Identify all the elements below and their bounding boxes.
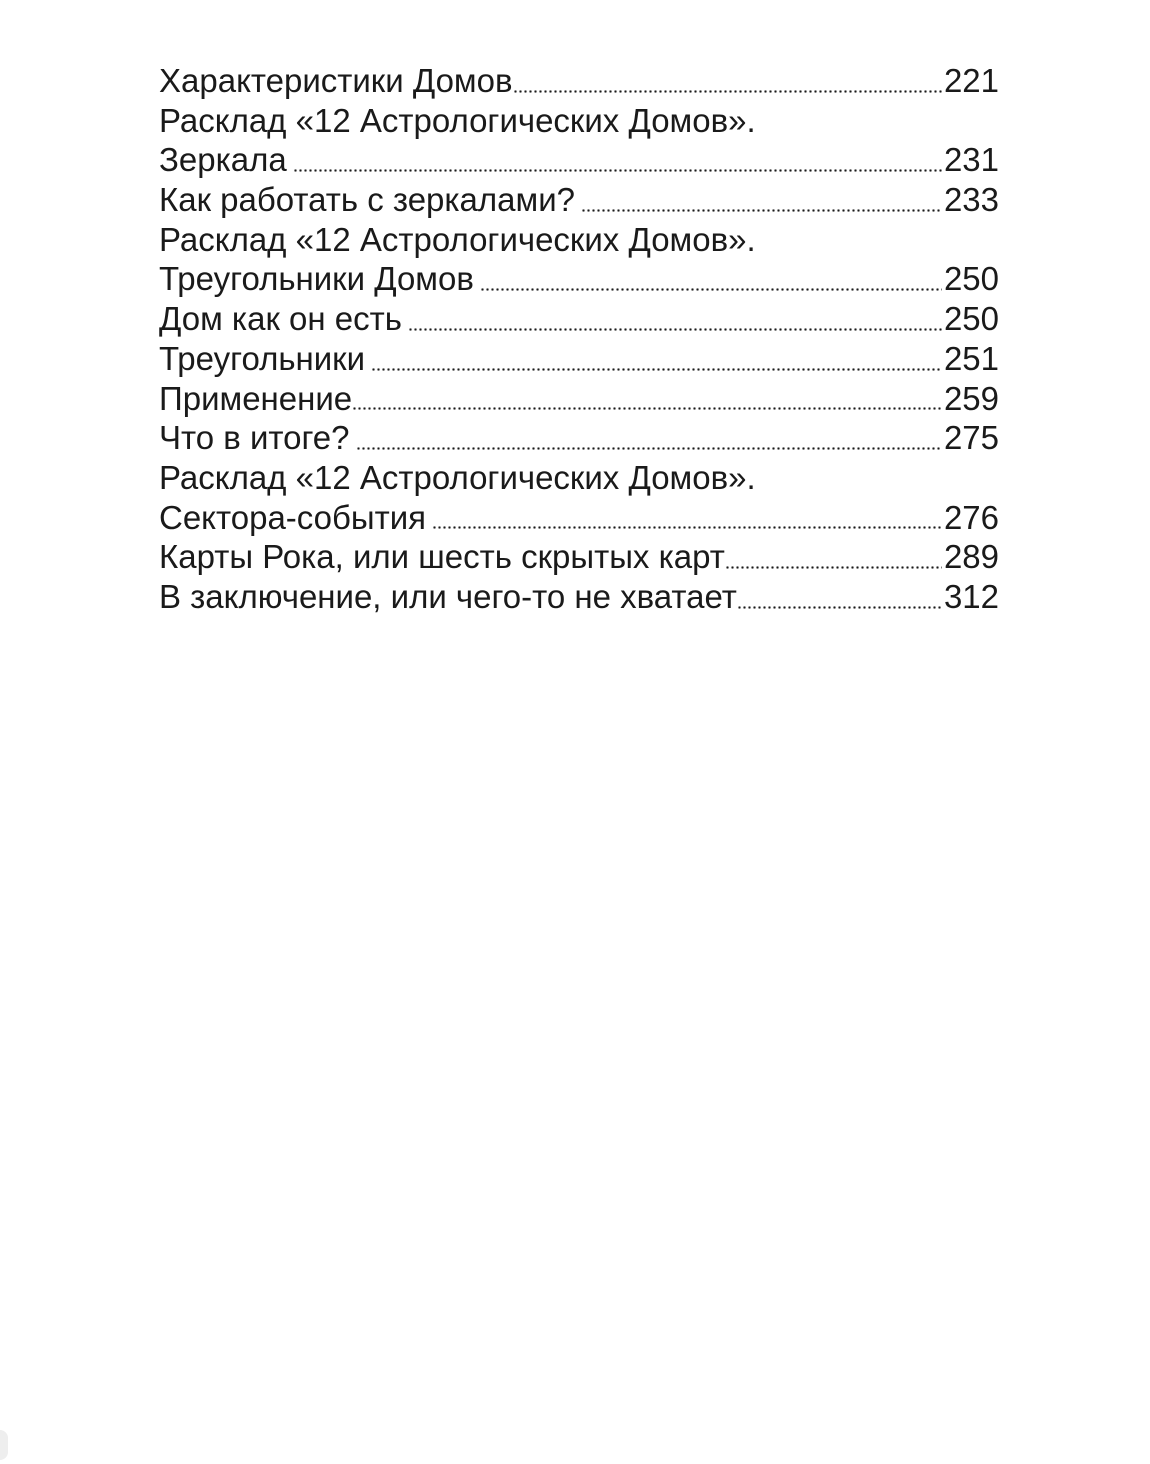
toc-entry-title: Сектора-события (159, 498, 427, 536)
dot-leader (581, 209, 942, 212)
toc-entry-page: 250 (943, 300, 999, 338)
dot-leader (356, 447, 942, 450)
dot-leader (725, 566, 942, 569)
toc-entry[interactable] (159, 498, 999, 538)
toc-entry-page: 250 (943, 260, 999, 298)
dot-leader (371, 368, 942, 371)
toc-entry[interactable] (159, 140, 999, 180)
toc-entry-title: Треугольники Домов (159, 260, 474, 298)
toc-entry-heading (159, 458, 999, 498)
toc-entry[interactable] (159, 339, 999, 379)
toc-entry-title: Характеристики Домов (159, 62, 513, 99)
toc-entry-page: 259 (943, 379, 999, 417)
toc-entry-title: Дом как он есть (159, 300, 402, 338)
dot-leader (737, 606, 942, 609)
toc-entry[interactable] (159, 259, 999, 299)
page-edge-mark (0, 1430, 8, 1460)
dot-leader (352, 407, 942, 410)
toc-entry-page: 231 (943, 141, 999, 179)
toc-entry-title: Зеркала (159, 141, 287, 179)
dot-leader (293, 169, 942, 172)
toc-entry-heading (159, 101, 999, 141)
toc-entry[interactable] (159, 418, 999, 458)
dot-leader (432, 526, 942, 529)
toc-entry-title: Что в итоге? (159, 419, 350, 457)
toc-entry-page: 276 (943, 498, 999, 536)
toc-entry[interactable] (159, 61, 999, 101)
toc-entry-title: Применение (159, 379, 353, 417)
toc-entry-title: Карты Рока, или шесть скрытых карт (159, 538, 725, 576)
toc-entry-page: 312 (943, 577, 999, 615)
toc-entry[interactable] (159, 379, 999, 419)
toc-entry-page: 221 (943, 62, 999, 99)
dot-leader (480, 288, 942, 291)
toc-entry-heading (159, 220, 999, 260)
toc-entry-page: 289 (943, 538, 999, 576)
toc-entry-page: 233 (943, 181, 999, 219)
toc-entry-page: 275 (943, 419, 999, 457)
table-of-contents (159, 61, 999, 617)
toc-entry-title: Расклад «12 Астрологических Домов». (159, 101, 756, 139)
toc-entry-title: Треугольники (159, 339, 366, 377)
toc-entry-page: 251 (943, 339, 999, 377)
toc-entry-title: В заключение, или чего-то не хватает (159, 577, 737, 615)
toc-entry-title: Расклад «12 Астрологических Домов». (159, 220, 756, 258)
toc-entry[interactable] (159, 577, 999, 617)
toc-entry[interactable] (159, 180, 999, 220)
toc-entry-title: Расклад «12 Астрологических Домов». (159, 458, 756, 496)
toc-entry[interactable] (159, 537, 999, 577)
dot-leader (513, 90, 942, 93)
dot-leader (408, 328, 942, 331)
toc-entry[interactable] (159, 299, 999, 339)
toc-entry-title: Как работать с зеркалами? (159, 181, 575, 219)
